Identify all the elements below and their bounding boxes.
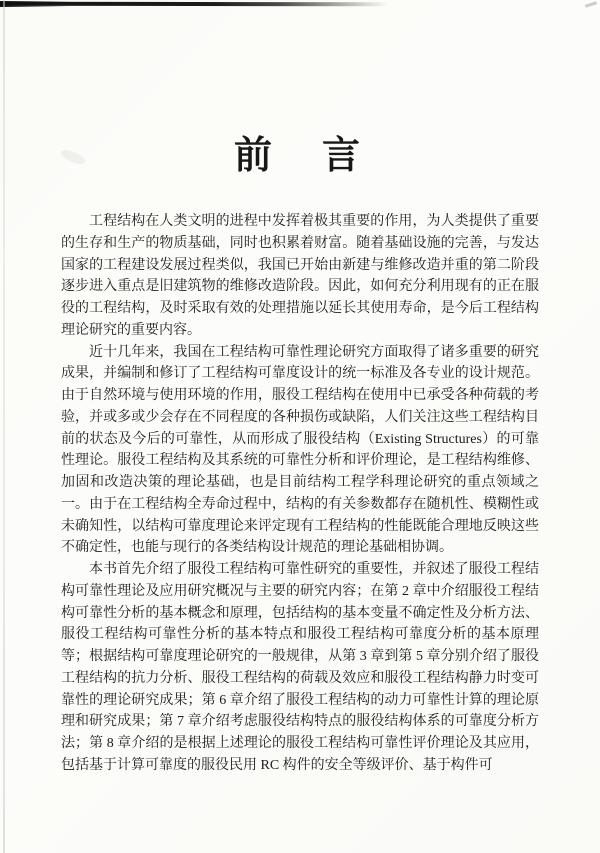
paragraph-1: 工程结构在人类文明的进程中发挥着极其重要的作用，为人类提供了重要的生存和生产的物质基础，同时也积累着财富。随着基础设施的完善，与发达国家的工程建设发展过程类似，我国已开始由新建与维修改造并重的第二阶段逐步进入重点是旧建筑物的维修改造阶段。因此，如何充分利用现有的正在服役的工程结构，及时采取有效的处理措施以延长其使用寿命，是今后工程结构理论研究的重要内容。 xyxy=(61,214,539,338)
scan-artifact-speck-top-right xyxy=(585,1,597,8)
preface-body xyxy=(61,211,539,777)
paragraph-2: 近十几年来，我国在工程结构可靠性理论研究方面取得了诸多重要的研究成果，并编制和修订了工程结构可靠度设计的统一标准及各专业的设计规范。由于自然环境与使用环境的作用，服役工程结构在使用中已承受各种荷载的考验，并或多或少会存在不同程度的各种损伤或缺陷，人们关注这些工程结构目前的状态及今后的可靠性，从而形成了服役结构（Existing Structures）的可靠性理论。服役工程结构及其系统的可靠性分析和评价理论，是工程结构维修、加固和改造决策的理论基础，也是目前结构工程学科理论研究的重点领域之一。由于在工程结构全寿命过程中，结构的有关参数都存在随机性、模糊性或未确知性，以结构可靠度理论来评定现有工程结构的性能既能合理地反映这些不确定性，也能与现行的各类结构设计规范的理论基础相协调。 xyxy=(61,344,539,556)
page-title: 前 言 xyxy=(233,135,366,177)
scan-artifact-left-edge xyxy=(3,0,5,853)
scan-artifact-top-line-left xyxy=(0,1,70,7)
paragraph-3: 本书首先介绍了服役工程结构可靠性研究的重要性，并叙述了服役工程结构可靠性理论及应用研究概况与主要的研究内容；在第 2 章中介绍服役工程结构可靠性分析的基本概念和原理，包括结构的基本变量不确定性及分析方法、服役工程结构可靠性分析的基本特点和服役工程结构可靠度分析的基本原理等；根据结构可靠度理论研究的一般规律，从第 3 章到第 5 章分别介绍了服役工程结构的抗力分析、服役工程结构的荷载及效应和服役工程结构静力时变可靠性的理论研究成果；第 6 章介绍了服役工程结构的动力可靠性计算的理论原理和研究成果；第 7 章介绍考虑服役结构特点的服役结构体系的可靠度分析方法；第 8 章介绍的是根据上述理论的服役工程结构可靠性评价理论及其应用，包括基于计算可靠度的服役民用 RC 构件的安全等级评价、基于构件可 xyxy=(61,562,539,773)
